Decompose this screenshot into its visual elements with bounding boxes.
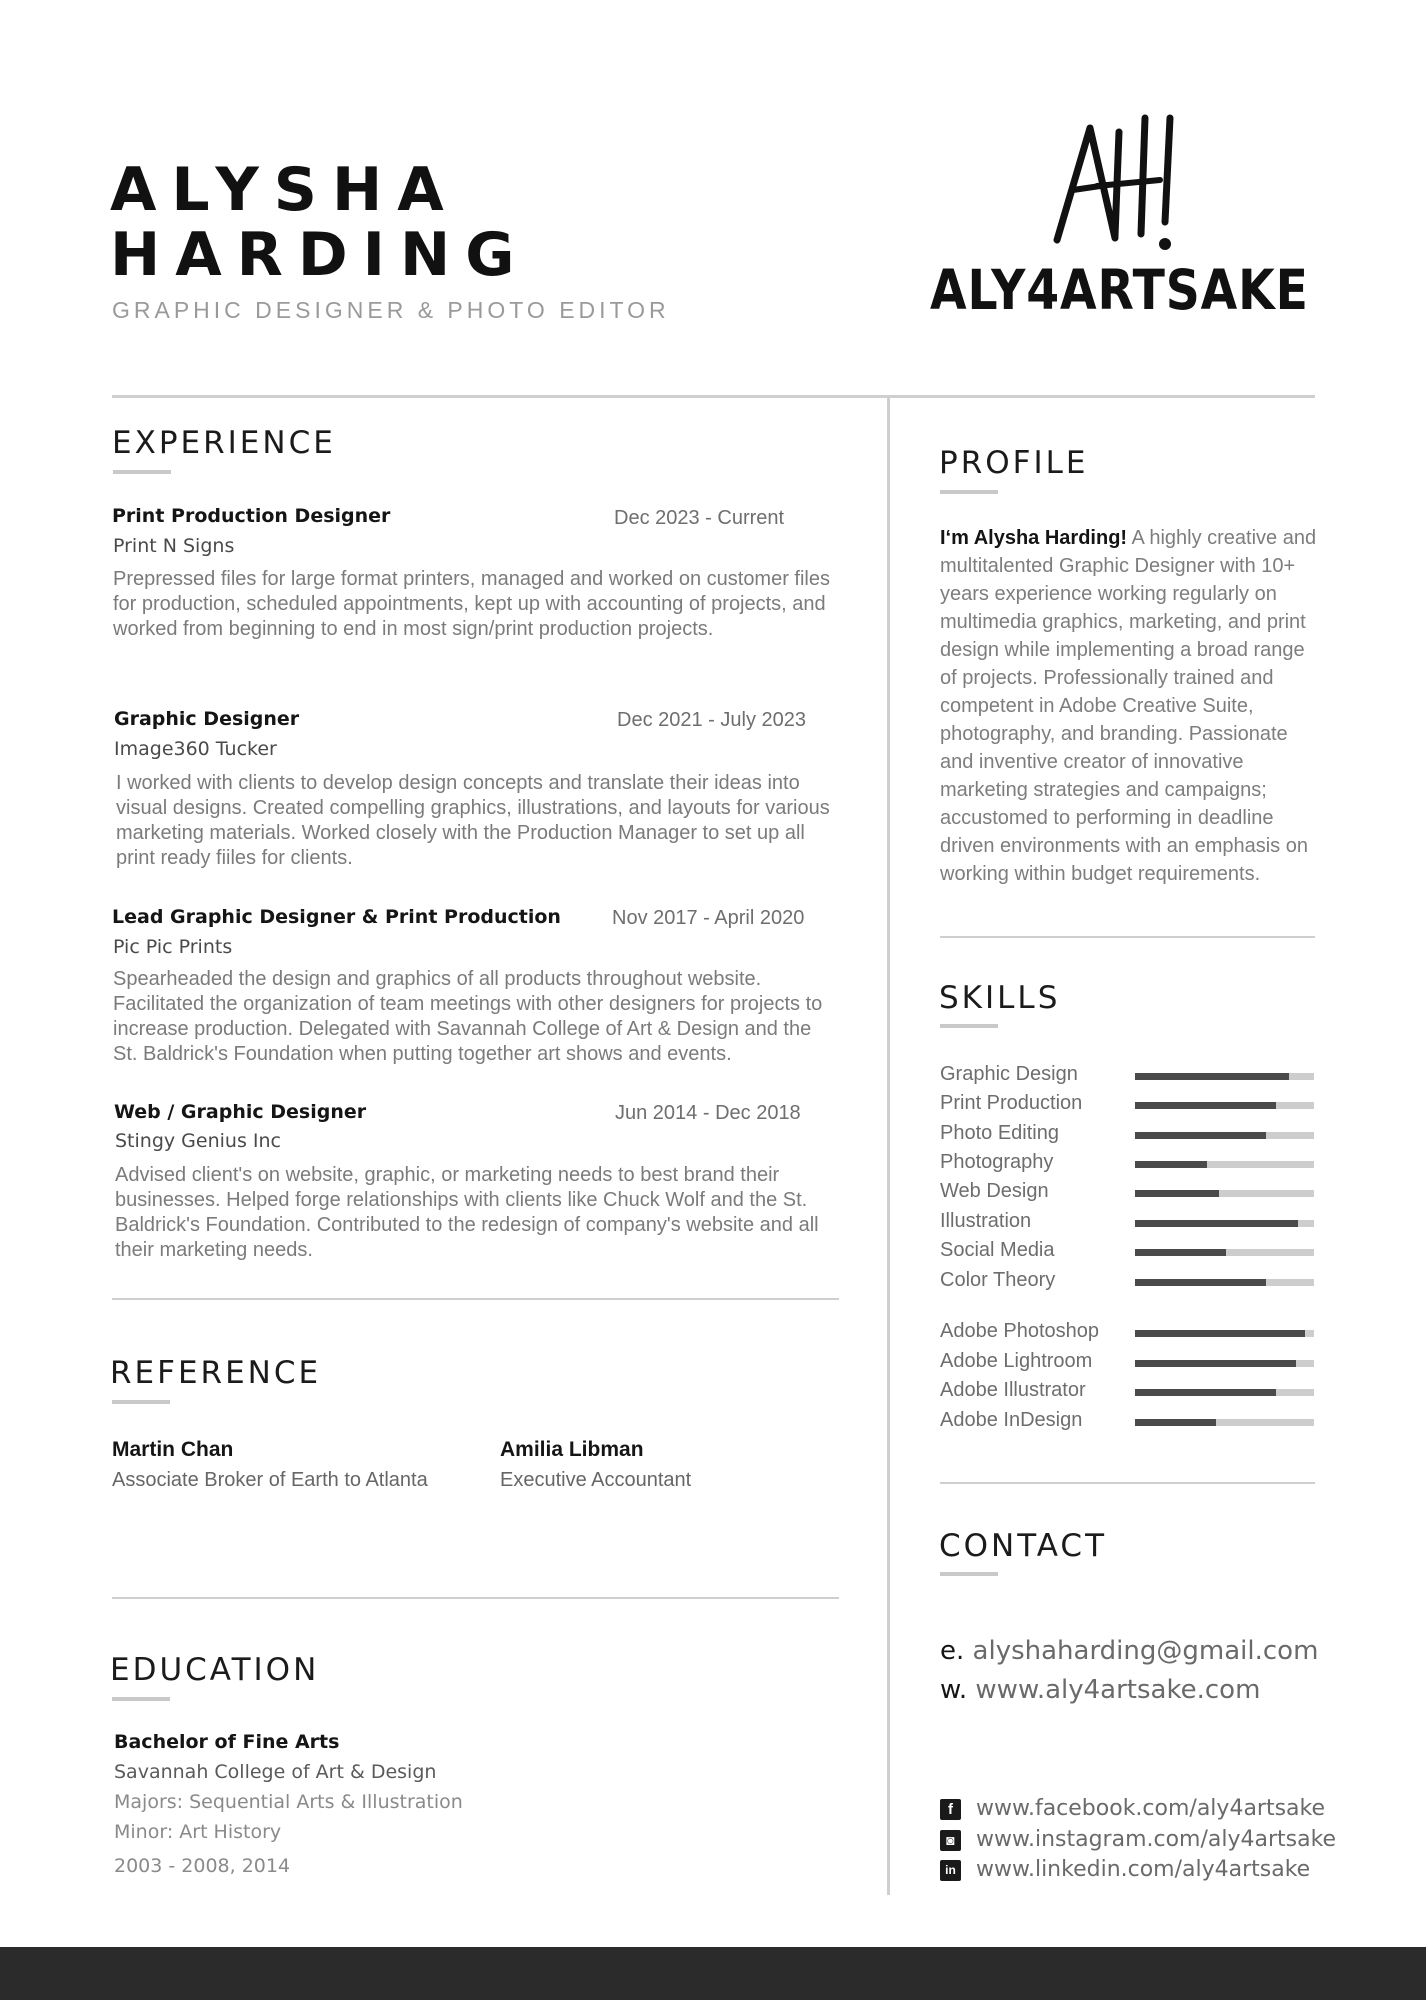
skill-label: Photography bbox=[940, 1151, 1054, 1173]
job-description: I worked with clients to develop design concepts and translate their ideas into visual designs. Created compelling graphics, illustrations, and layouts for various marketing materials. Worked closely with the Production Manager to set up all print ready fiiles for clients. bbox=[116, 772, 830, 869]
instagram-icon: ◙ bbox=[940, 1830, 961, 1851]
job-subtitle: GRAPHIC DESIGNER & PHOTO EDITOR bbox=[112, 297, 670, 323]
software-label: Adobe Illustrator bbox=[940, 1379, 1086, 1401]
job-title: Web / Graphic Designer bbox=[114, 1101, 367, 1123]
skill-bar bbox=[1135, 1161, 1314, 1168]
software-bar-fill bbox=[1135, 1330, 1305, 1337]
reference-underline bbox=[112, 1400, 170, 1404]
skill-bar bbox=[1135, 1190, 1314, 1197]
reference-role: Associate Broker of Earth to Atlanta bbox=[112, 1469, 428, 1491]
header-divider bbox=[112, 395, 1315, 398]
software-bar-fill bbox=[1135, 1419, 1216, 1426]
education-majors: Majors: Sequential Arts & Illustration bbox=[114, 1791, 463, 1813]
job-title: Print Production Designer bbox=[112, 505, 391, 527]
job-description: Spearheaded the design and graphics of all products throughout website. Facilitated the organization of team meetings with other designers for projects to increase production. Delegated with Savannah College of Art & Design and the St. Baldrick's Foundation when putting together art shows and events. bbox=[113, 968, 823, 1065]
first-name: ALYSHA bbox=[110, 155, 459, 225]
job-date: Dec 2023 - Current bbox=[614, 507, 785, 529]
skill-label: Web Design bbox=[940, 1180, 1049, 1202]
skill-label: Illustration bbox=[940, 1210, 1032, 1232]
contact-email[interactable] bbox=[940, 1636, 1318, 1666]
experience-title: EXPERIENCE bbox=[112, 425, 336, 461]
education-school: Savannah College of Art & Design bbox=[114, 1761, 437, 1783]
skill-bar-fill bbox=[1135, 1132, 1266, 1139]
skill-label: Color Theory bbox=[940, 1269, 1056, 1291]
skill-bar bbox=[1135, 1102, 1314, 1109]
logo-mark bbox=[1045, 110, 1185, 260]
facebook-icon: f bbox=[940, 1799, 961, 1820]
skills-underline bbox=[940, 1024, 998, 1028]
skill-bar-fill bbox=[1135, 1190, 1219, 1197]
profile-body: A highly creative and multitalented Graphic Designer with 10+ years experience working regularly on multimedia graphics, marketing, and print design while implementing a broad range of projects. Professionally trained and competent in Adobe Creative Suite, photography, and branding. Passionate and inventive creator of innovative marketing strategies and campaigns; accustomed to performing in deadline driven environments with an emphasis on working within budget requirements. bbox=[940, 527, 1317, 885]
job-date: Nov 2017 - April 2020 bbox=[612, 907, 805, 929]
skill-bar bbox=[1135, 1132, 1314, 1139]
job-date: Dec 2021 - July 2023 bbox=[617, 709, 807, 731]
footer-bar bbox=[0, 1947, 1426, 2000]
last-name: HARDING bbox=[110, 220, 530, 290]
email-address[interactable]: alyshaharding@gmail.com bbox=[972, 1636, 1319, 1666]
reference-name: Amilia Libman bbox=[500, 1438, 644, 1461]
education-title: EDUCATION bbox=[110, 1652, 320, 1688]
column-divider bbox=[887, 398, 890, 1895]
contact-website[interactable] bbox=[940, 1675, 1260, 1705]
skill-bar-fill bbox=[1135, 1249, 1226, 1256]
job-company: Print N Signs bbox=[113, 535, 235, 557]
profile-divider bbox=[940, 936, 1315, 938]
skill-bar-fill bbox=[1135, 1102, 1276, 1109]
reference-role: Executive Accountant bbox=[500, 1469, 692, 1491]
skill-bar-fill bbox=[1135, 1220, 1298, 1227]
linkedin-icon: in bbox=[940, 1860, 961, 1881]
profile-text bbox=[940, 524, 1320, 888]
education-underline bbox=[112, 1697, 170, 1701]
skill-bar bbox=[1135, 1220, 1314, 1227]
skill-label: Graphic Design bbox=[940, 1063, 1078, 1085]
contact-title: CONTACT bbox=[939, 1528, 1108, 1564]
skill-bar bbox=[1135, 1249, 1314, 1256]
reference-title: REFERENCE bbox=[110, 1355, 322, 1391]
software-label: Adobe InDesign bbox=[940, 1409, 1083, 1431]
experience-underline bbox=[113, 470, 171, 474]
email-prefix: e. bbox=[940, 1636, 965, 1666]
job-description: Advised client's on website, graphic, or marketing needs to best brand their businesses. Helped forge relationships with clients like Chuck Wolf and the St. Baldrick's Foundation. Contributed to the redesign of company's website and all their marketing needs. bbox=[115, 1164, 819, 1261]
brand-name: ALY4ARTSAKE bbox=[930, 258, 1309, 322]
skill-bar-fill bbox=[1135, 1279, 1266, 1286]
software-bar-fill bbox=[1135, 1360, 1296, 1367]
skill-bar bbox=[1135, 1279, 1314, 1286]
skill-bar-fill bbox=[1135, 1161, 1207, 1168]
software-bar bbox=[1135, 1419, 1314, 1426]
profile-intro: I‘m Alysha Harding! bbox=[940, 527, 1128, 549]
job-company: Pic Pic Prints bbox=[113, 936, 233, 958]
software-label: Adobe Lightroom bbox=[940, 1350, 1093, 1372]
job-description: Prepressed files for large format printers, managed and worked on customer files for production, scheduled appointments, kept up with accounting of projects, and worked from beginning to end in most sign/print production projects. bbox=[113, 568, 831, 640]
education-years: 2003 - 2008, 2014 bbox=[114, 1855, 291, 1877]
job-title: Graphic Designer bbox=[114, 708, 300, 730]
education-minor: Minor: Art History bbox=[114, 1821, 282, 1843]
facebook-link[interactable]: www.facebook.com/aly4artsake bbox=[976, 1796, 1326, 1821]
reference-name: Martin Chan bbox=[112, 1438, 234, 1461]
job-company: Image360 Tucker bbox=[114, 738, 277, 760]
reference-divider bbox=[112, 1597, 839, 1599]
skill-label: Social Media bbox=[940, 1239, 1055, 1261]
profile-title: PROFILE bbox=[939, 445, 1089, 481]
website-prefix: w. bbox=[940, 1675, 968, 1705]
instagram-link[interactable]: www.instagram.com/aly4artsake bbox=[976, 1827, 1337, 1852]
software-label: Adobe Photoshop bbox=[940, 1320, 1100, 1342]
experience-divider bbox=[112, 1298, 839, 1300]
skill-label: Photo Editing bbox=[940, 1122, 1059, 1144]
website-url[interactable]: www.aly4artsake.com bbox=[975, 1675, 1261, 1705]
software-bar bbox=[1135, 1360, 1314, 1367]
skill-bar bbox=[1135, 1073, 1314, 1080]
skills-title: SKILLS bbox=[939, 980, 1061, 1016]
job-date: Jun 2014 - Dec 2018 bbox=[615, 1102, 801, 1124]
software-bar bbox=[1135, 1389, 1314, 1396]
profile-underline bbox=[940, 490, 998, 494]
job-title: Lead Graphic Designer & Print Production bbox=[112, 906, 561, 928]
skill-label: Print Production bbox=[940, 1092, 1083, 1114]
contact-underline bbox=[940, 1572, 998, 1576]
education-degree: Bachelor of Fine Arts bbox=[114, 1731, 340, 1753]
linkedin-link[interactable]: www.linkedin.com/aly4artsake bbox=[976, 1857, 1311, 1882]
software-bar bbox=[1135, 1330, 1314, 1337]
job-company: Stingy Genius Inc bbox=[115, 1130, 281, 1152]
software-bar-fill bbox=[1135, 1389, 1276, 1396]
skill-bar-fill bbox=[1135, 1073, 1289, 1080]
skills-divider bbox=[940, 1482, 1315, 1484]
